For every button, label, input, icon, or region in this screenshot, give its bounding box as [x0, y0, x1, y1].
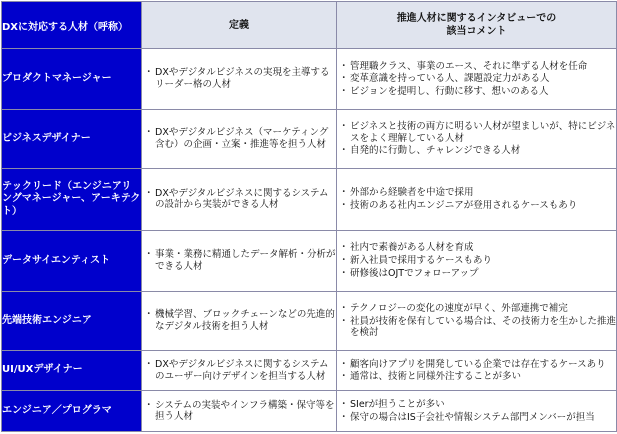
definition-cell [142, 49, 337, 110]
comment-cell [337, 168, 617, 230]
table-row [2, 391, 617, 432]
bullet-icon: ・ [339, 302, 349, 314]
comment-text: SIerが担うことが多い [350, 399, 445, 411]
bullet-icon: ・ [339, 199, 349, 211]
comment-text: 技術のある社内エンジニアが登用されるケースもあり [350, 199, 578, 211]
definition-cell [142, 391, 337, 432]
header-comment-line2: 該当コメント [446, 26, 507, 37]
bullet-icon: ・ [144, 67, 154, 79]
bullet-icon: ・ [339, 411, 349, 423]
bullet-icon: ・ [339, 73, 349, 85]
comment-item [337, 371, 616, 383]
bullet-icon: ・ [339, 255, 349, 267]
comment-item [337, 399, 616, 411]
definition-item [142, 67, 336, 90]
comment-item [337, 268, 616, 280]
bullet-icon: ・ [144, 249, 154, 261]
bullet-icon: ・ [339, 371, 349, 383]
definition-item [142, 127, 336, 150]
table-body [2, 49, 617, 432]
header-comment [337, 2, 617, 49]
definition-cell [142, 291, 337, 350]
comment-text: 研修後はOJTでフォローアップ [350, 267, 479, 279]
table-header-row [2, 2, 617, 49]
definition-item [142, 309, 336, 332]
comment-item [337, 412, 616, 424]
comment-text: ビジネスと技術の両方に明るい人材が望ましいが、特にビジネスをよく理解している人材 [350, 121, 616, 144]
comment-text: 管理職クラス、事業のエース、それに準ずる人材を任命 [350, 60, 588, 72]
comment-item [337, 86, 616, 98]
definition-item [142, 400, 336, 423]
comment-text: 通常は、技術と同様外注することが多い [350, 371, 522, 383]
definition-text: DXやデジタルビジネス（マーケティング含む）の企画・立案・推進等を担う人材 [155, 127, 329, 150]
definition-text: 事業・業務に精通したデータ解析・分析ができる人材 [155, 249, 336, 272]
comment-item [337, 316, 616, 339]
comment-text: 社内で素養がある人材を育成 [350, 242, 474, 254]
definition-cell [142, 109, 337, 168]
definition-text: 機械学習、ブロックチェーンなどの先進的なデジタル技術を担う人材 [155, 309, 335, 332]
comment-text: 外部から経験者を中途で採用 [350, 187, 474, 199]
bullet-icon: ・ [339, 242, 349, 254]
bullet-icon: ・ [339, 358, 349, 370]
comment-item [337, 73, 616, 85]
table-row [2, 49, 617, 110]
bullet-icon: ・ [144, 127, 154, 139]
comment-cell [337, 391, 617, 432]
comment-cell [337, 350, 617, 391]
table-row [2, 230, 617, 291]
definition-item [142, 359, 336, 382]
comment-text: 自発的に行動し、チャレンジできる人材 [350, 145, 521, 157]
bullet-icon: ・ [144, 187, 154, 199]
definition-text: システムの実装やインフラ構築・保守等を担う人材 [155, 399, 335, 423]
bullet-icon: ・ [339, 315, 349, 327]
comment-item [337, 121, 616, 144]
comment-cell [337, 230, 617, 291]
role-cell: エンジニア／プログラマ [2, 391, 142, 432]
table-row [2, 109, 617, 168]
bullet-icon: ・ [339, 267, 349, 279]
table-row [2, 168, 617, 230]
dx-talent-table [1, 1, 617, 432]
definition-item [142, 249, 336, 272]
comment-text: 社員が技術を保有している場合は、その技術力を生かした推進を検討 [350, 315, 617, 339]
comment-cell [337, 291, 617, 350]
definition-text: DXやデジタルビジネスの実現を主導するリーダー格の人材 [155, 67, 330, 90]
comment-item [337, 359, 616, 371]
header-role: DXに対応する人材（呼称） [2, 2, 142, 49]
definition-text: DXやデジタルビジネスに関するシステムの設計から実装ができる人材 [155, 187, 329, 211]
comment-item [337, 242, 616, 254]
comment-cell [337, 49, 617, 110]
bullet-icon: ・ [144, 399, 154, 411]
comment-text: 顧客向けアプリを開発している企業では存在するケースあり [350, 358, 606, 370]
definition-cell [142, 168, 337, 230]
header-definition: 定義 [142, 2, 337, 49]
comment-item [337, 145, 616, 157]
comment-text: ビジョンを提明し、行動に移す、想いのある人 [350, 85, 549, 97]
role-cell: 先端技術エンジニア [2, 291, 142, 350]
role-cell: プロダクトマネージャー [2, 49, 142, 110]
header-comment-line1: 推進人材に関するインタビューでの [396, 13, 557, 24]
definition-text: DXやデジタルビジネスに関するシステムのユーザー向けデザインを担当する人材 [155, 359, 329, 382]
comment-text: 変革意識を持っている人、課題設定力がある人 [350, 73, 550, 85]
role-cell: データサイエンティスト [2, 230, 142, 291]
comment-item [337, 61, 616, 73]
bullet-icon: ・ [339, 145, 349, 157]
bullet-icon: ・ [339, 85, 349, 97]
bullet-icon: ・ [144, 359, 154, 371]
comment-item [337, 303, 616, 315]
comment-item [337, 255, 616, 267]
bullet-icon: ・ [339, 399, 349, 411]
bullet-icon: ・ [339, 187, 349, 199]
definition-cell [142, 230, 337, 291]
comment-cell [337, 109, 617, 168]
comment-item [337, 200, 616, 212]
comment-text: テクノロジーの変化の速度が早く、外部連携で補完 [350, 302, 568, 314]
bullet-icon: ・ [144, 309, 154, 321]
role-cell: UI/UXデザイナー [2, 350, 142, 391]
table-row [2, 350, 617, 391]
comment-text: 新入社員で採用するケースもあり [350, 255, 493, 267]
comment-item [337, 187, 616, 199]
bullet-icon: ・ [339, 60, 349, 72]
definition-cell [142, 350, 337, 391]
table-row [2, 291, 617, 350]
bullet-icon: ・ [339, 121, 349, 132]
comment-text: 保守の場合はIS子会社や情報システム部門メンバーが担当 [350, 411, 595, 423]
role-cell: ビジネスデザイナー [2, 109, 142, 168]
definition-item [142, 188, 336, 211]
role-cell: テックリード（エンジニアリングマネージャー、アーキテクト） [2, 168, 142, 230]
